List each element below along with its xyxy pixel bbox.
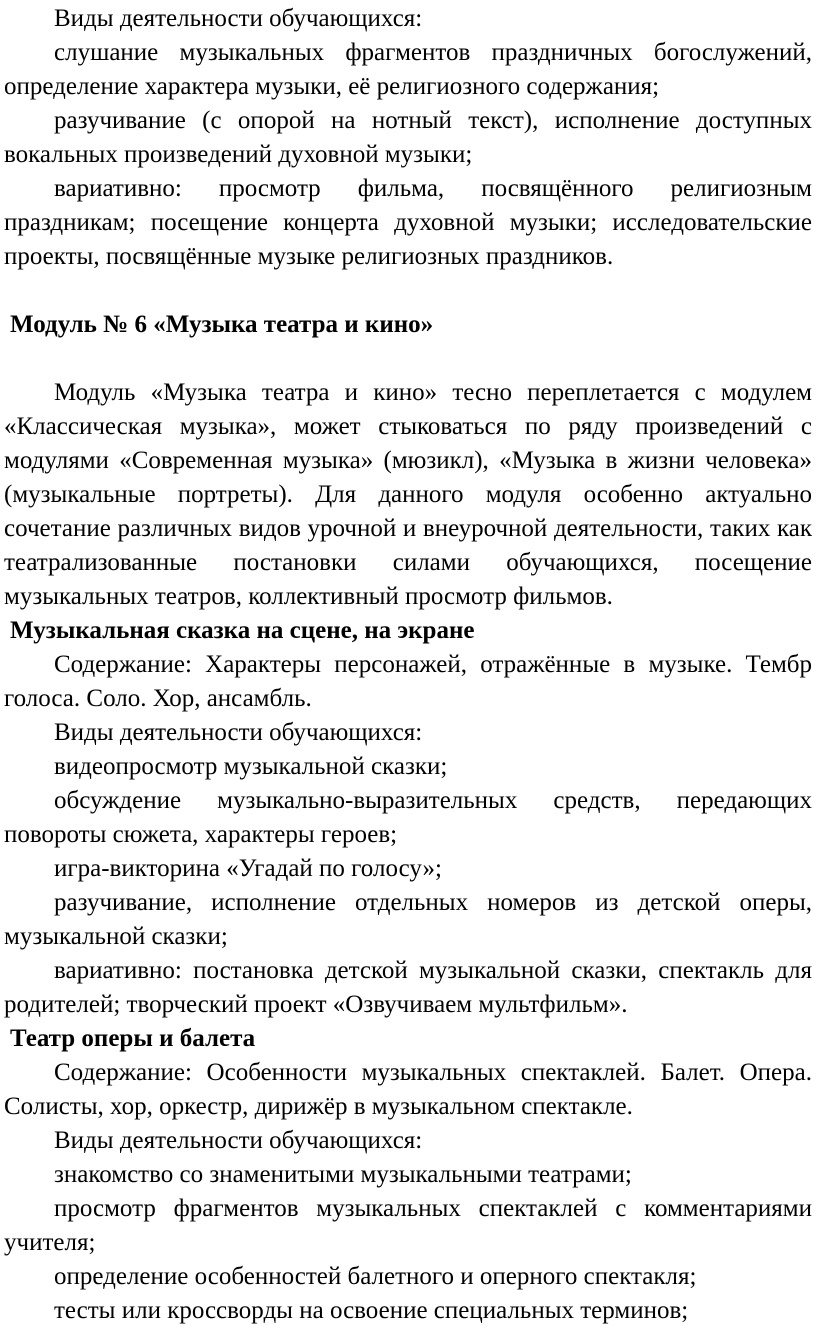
activities-label: Виды деятельности обучающихся: (54, 5, 423, 32)
activity-listening: слушание музыкальных фрагментов праздничных богослужений, определение характера музыки, её религиозного содержания; (4, 39, 812, 100)
list-item: тесты или кроссворды на освоение специальных терминов; (54, 1297, 689, 1324)
list-item: знакомство со знаменитыми музыкальными театрами; (54, 1161, 632, 1188)
section-title-fairy-tale: Музыкальная сказка на сцене, на экране (10, 617, 475, 644)
section-content: Содержание: Особенности музыкальных спектаклей. Балет. Опера. Солисты, хор, оркестр, дирижёр в музыкальном спектакле. (4, 1059, 812, 1120)
section-title-opera-ballet: Театр оперы и балета (10, 1025, 256, 1052)
activity-learning: разучивание (с опорой на нотный текст), исполнение доступных вокальных произведений духовной музыки; (4, 107, 812, 168)
list-item: просмотр фрагментов музыкальных спектаклей с комментариями учителя; (4, 1195, 812, 1256)
module-intro: Модуль «Музыка театра и кино» тесно переплетается с модулем «Классическая музыка», может стыковаться по ряду произведений с модулями «Современная музыка» (мюзикл), «Музыка в жизни человека» (музыкальные портреты). Для данного модуля особенно актуально сочетание различных видов урочной и внеурочной деятельности, таких как театрализованные постановки силами обучающихся, посещение музыкальных театров, коллективный просмотр фильмов. (4, 379, 812, 610)
list-item: вариативно: постановка детской музыкальной сказки, спектакль для родителей; творческий проект «Озвучиваем мультфильм». (4, 957, 812, 1018)
list-item: игра-викторина «Угадай по голосу»; (54, 855, 442, 882)
list-item: разучивание, исполнение отдельных номеров из детской оперы, музыкальной сказки; (4, 889, 812, 950)
list-item: определение особенностей балетного и оперного спектакля; (54, 1263, 697, 1290)
list-item: обсуждение музыкально-выразительных средств, передающих повороты сюжета, характеры героев; (4, 787, 812, 848)
activities-label: Виды деятельности обучающихся: (54, 719, 423, 746)
activity-optional: вариативно: просмотр фильма, посвящённого религиозным праздникам; посещение концерта духовной музыки; исследовательские проекты, посвящённые музыке религиозных праздников. (4, 175, 812, 270)
list-item: видеопросмотр музыкальной сказки; (54, 753, 448, 780)
section-content: Содержание: Характеры персонажей, отражённые в музыке. Тембр голоса. Соло. Хор, ансамбль. (4, 651, 812, 712)
activities-label: Виды деятельности обучающихся: (54, 1127, 423, 1154)
module-title: Модуль № 6 «Музыка театра и кино» (10, 311, 434, 338)
spacer (4, 342, 812, 376)
spacer (4, 274, 812, 308)
